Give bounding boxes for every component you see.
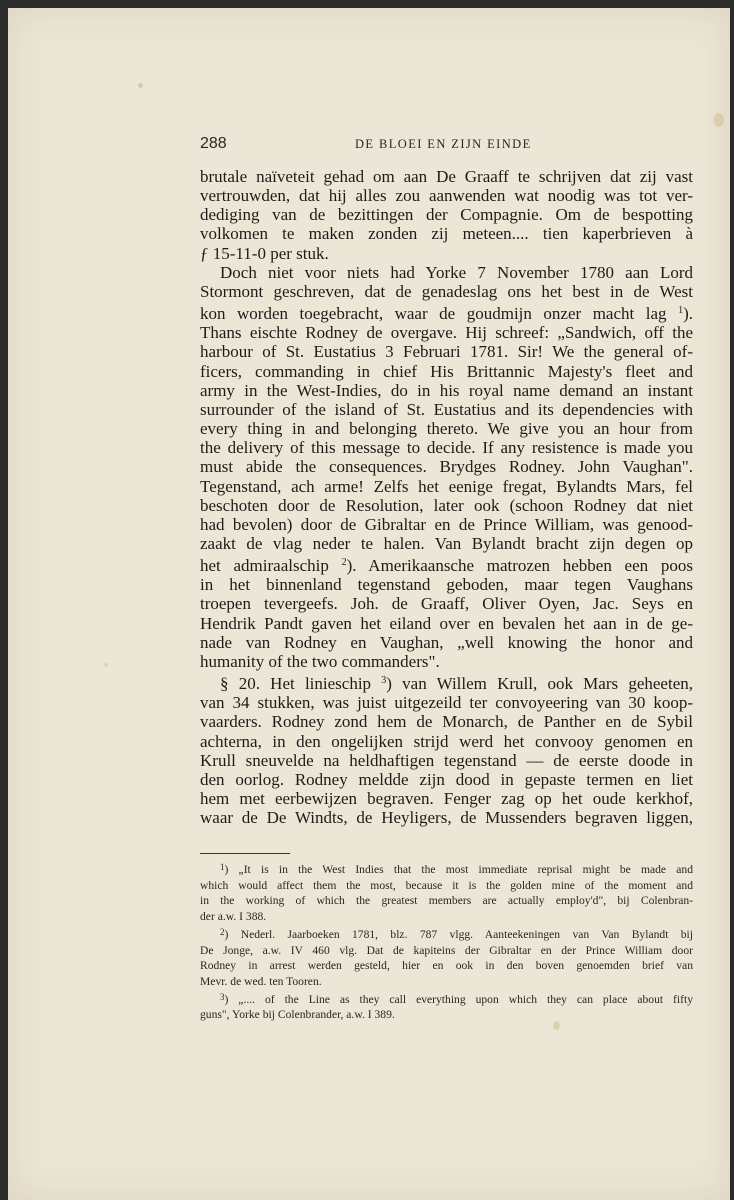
text-line: Krull sneuvelde na heldhaftigen tegenstand — de eerste doode in	[200, 750, 693, 770]
text-line: ficers, commanding in chief His Brittannic Majesty's fleet and	[200, 361, 693, 381]
line-text-end: ). Amerikaansche matrozen hebben een poos	[346, 556, 693, 576]
book-page	[8, 8, 730, 1200]
footnote-ref-2: 2	[341, 557, 347, 569]
footnote-line: guns", Yorke bij Colenbrander, a.w. I 389.	[200, 1008, 395, 1022]
text-line-with-note	[200, 671, 693, 693]
text-line: Doch niet voor niets had Yorke 7 November 1780 aan Lord	[220, 262, 693, 282]
text-line: Tegenstand, ach arme! Zelfs het eenige fregat, Bylandts Mars, fel	[200, 476, 693, 496]
text-line: achterna, in den ongelijken strijd werd het convooy genomen en	[200, 731, 693, 751]
footnote-ref-3: 3	[381, 675, 387, 687]
body-text	[200, 167, 693, 827]
running-title: DE BLOEI EN ZIJN EINDE	[355, 137, 532, 151]
text-line: nade van Rodney en Vaughan, „well knowing the honor and	[200, 632, 693, 652]
text-line: Hendrik Pandt gaven het eiland over en bevalen het aan in de ge-	[200, 613, 693, 633]
footnote-text: ) „.... of the Line as they call everything upon which they can place about fifty	[224, 992, 693, 1006]
text-line: volkomen te maken zonden zij meteen.... tien kaperbrieven à	[200, 224, 693, 244]
text-line: the delivery of this message to decide. If any resistence is made you	[200, 438, 693, 458]
line-text: het admiraalschip	[200, 556, 342, 576]
line-text: kon worden toegebracht, waar de goudmijn onzer macht lag	[200, 304, 679, 324]
text-line: brutale naïveteit gehad om aan De Graaff te schrijven dat zij vast	[200, 167, 693, 186]
footnote-line: Rodney in arrest werden gesteld, hier en ook in den boven genoemden brief van	[200, 959, 693, 973]
text-line-with-note	[200, 301, 693, 323]
footnote-3	[200, 990, 693, 1023]
line-text: § 20. Het linieschip	[220, 674, 382, 694]
line-text-end: ).	[683, 304, 693, 324]
text-line: vaarders. Rodney zond hem de Monarch, de Panther en de Sybil	[200, 712, 693, 732]
text-line-with-note	[200, 553, 693, 575]
footnote-line	[200, 860, 693, 878]
footnote-line: Mevr. de wed. ten Tooren.	[200, 974, 322, 988]
footnote-1	[200, 860, 693, 925]
footnote-line: der a.w. I 388.	[200, 910, 267, 924]
text-line: Stormont geschreven, dat de genadeslag ons het best in de West	[200, 281, 693, 301]
paragraph-3	[200, 671, 693, 827]
text-line: ƒ 15-11-0 per stuk.	[200, 243, 329, 263]
paragraph-1	[200, 167, 693, 263]
text-line: troepen tevergeefs. Joh. de Graaff, Oliver Oyen, Jac. Seys en	[200, 594, 693, 614]
text-line: humanity of the two commanders".	[200, 651, 440, 671]
footnotes	[200, 860, 693, 1023]
footnote-2	[200, 925, 693, 990]
footnote-line: De Jonge, a.w. IV 460 vlg. Dat de kapiteins der Gibraltar en der Prince William door	[200, 943, 693, 957]
text-line: dediging van de bezittingen der Compagnie. Om de bespotting	[200, 205, 693, 225]
footnote-text: ) „It is in the West Indies that the most immediate reprisal might be made and	[224, 863, 693, 876]
footnote-number: 2	[220, 926, 225, 937]
text-line: beschoten door de Resolution, later ook (schoon Rodney dat niet	[200, 495, 693, 515]
footnote-ref-1: 1	[678, 305, 684, 317]
line-text-end: ) van Willem Krull, ook Mars geheeten,	[386, 674, 693, 694]
footnote-number: 1	[220, 862, 225, 872]
text-line: every thing in and belonging thereto. We give you an hour from	[200, 419, 693, 439]
footnote-number: 3	[220, 991, 225, 1002]
text-line: surrounder of the island of St. Eustatius and its dependencies with	[200, 399, 693, 419]
paragraph-2	[200, 263, 693, 671]
text-line: army in the West-Indies, do in his royal name demand an instant	[200, 380, 693, 400]
footnote-divider	[200, 853, 290, 854]
footnote-text: ) Nederl. Jaarboeken 1781, blz. 787 vlgg. Aanteekeningen van Van Bylandt bij	[224, 927, 693, 941]
text-line: vertrouwden, dat hij alles zou aanwenden wat noodig was tot ver-	[200, 186, 693, 206]
running-head	[200, 135, 693, 155]
text-line: hem met eerbewijzen begraven. Fenger zag op het oude kerkhof,	[200, 789, 693, 808]
footnote-line	[200, 990, 693, 1008]
page-number: 288	[200, 135, 227, 152]
text-line: zaakt de vlag neder te halen. Van Bylandt bracht zijn degen op	[200, 533, 693, 553]
footnote-line: which would affect them the most, because it is the golden mine of the moment and	[200, 878, 693, 892]
text-line: harbour of St. Eustatius 3 Februari 1781. Sir! We the general of-	[200, 342, 693, 362]
footnote-line: in the working of which the greatest members are actually employ'd", bij Colenbran-	[200, 894, 693, 908]
text-line: in het binnenland tegenstand geboden, maar tegen Vaughans	[200, 575, 693, 595]
text-line: waar de De Windts, de Heyligers, de Mussenders begraven liggen,	[200, 808, 693, 828]
text-line: den oorlog. Rodney meldde zijn dood in gepaste termen en liet	[200, 769, 693, 789]
text-line: van 34 stukken, was juist uitgezeild ter convoyeering van 30 koop-	[200, 693, 693, 713]
text-line: must abide the consequences. Brydges Rodney. John Vaughan".	[200, 457, 693, 477]
text-line: had bevolen) door de Gibraltar en de Prince William, was genood-	[200, 514, 693, 534]
text-line: Thans eischte Rodney de overgave. Hij schreef: „Sandwich, off the	[200, 323, 693, 343]
footnote-line	[200, 925, 693, 943]
